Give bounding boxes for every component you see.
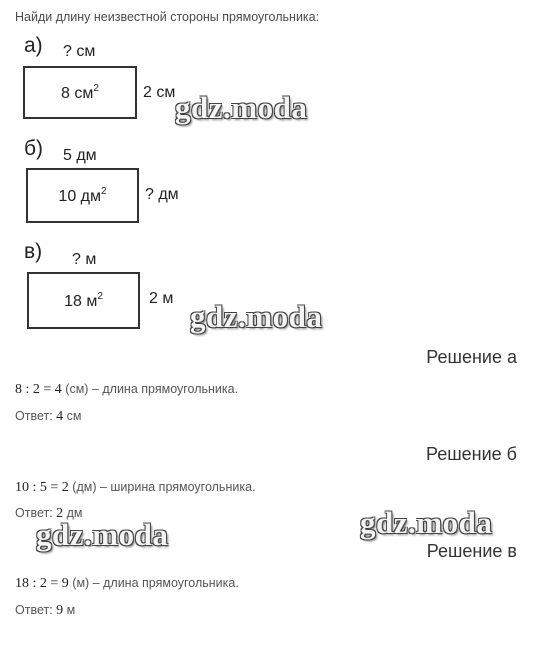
solution-a-expression: 8 : 2 = 4 [15,382,62,397]
figure-c-rectangle [27,272,140,329]
figure-c-area: 18 $м^2$ [64,290,103,310]
figure-a-area: 8 $см^2$ [61,82,99,102]
watermark: gdz.moda [360,505,493,540]
solution-c-unit: (м) [72,576,90,590]
figure-a-rectangle [23,66,137,119]
figure-a-side-dimension: 2 см [143,84,176,101]
solution-c-line [15,576,239,592]
figure-c-label: в) [24,240,43,263]
solution-b-description: – ширина прямоугольника. [96,480,256,494]
figure-c-side-dimension: 2 м [149,290,174,307]
solution-a-unit: (см) [65,382,89,396]
figure-b-rectangle [26,168,139,223]
solution-a-heading: Решение а [426,347,517,367]
figure-a-top-dimension: ? см [63,43,96,60]
solution-b-heading: Решение б [426,444,517,464]
watermark: gdz.moda [36,517,169,552]
solution-b-expression: 10 : 5 = 2 [15,480,69,495]
figure-a-label: а) [24,34,43,57]
figure-c-top-dimension: ? м [72,251,97,268]
task-text: Найди длину неизвестной стороны прямоугольника: [15,10,320,24]
solution-c-heading: Решение в [426,541,517,561]
figure-b-side-dimension: ? дм [145,186,179,203]
solution-a-description: – длина прямоугольника. [88,382,239,396]
solution-c-expression: 18 : 2 = 9 [15,576,69,591]
figure-b-top-dimension: 5 дм [63,147,97,164]
solution-b-answer: Ответ: 2 дм [15,506,83,521]
solution-c-description: – длина прямоугольника. [89,576,239,590]
solution-c-answer: Ответ: 9 м [15,603,76,618]
solution-a-answer: Ответ: 4 см [15,409,82,424]
solution-b-line [15,480,256,496]
solution-b-unit: (дм) [72,480,97,494]
figure-b-area: 10 $дм^2$ [58,185,107,205]
solution-a-line [15,382,238,398]
figure-b-label: б) [24,137,44,160]
watermark: gdz.moda [175,90,308,125]
watermark: gdz.moda [190,299,323,334]
